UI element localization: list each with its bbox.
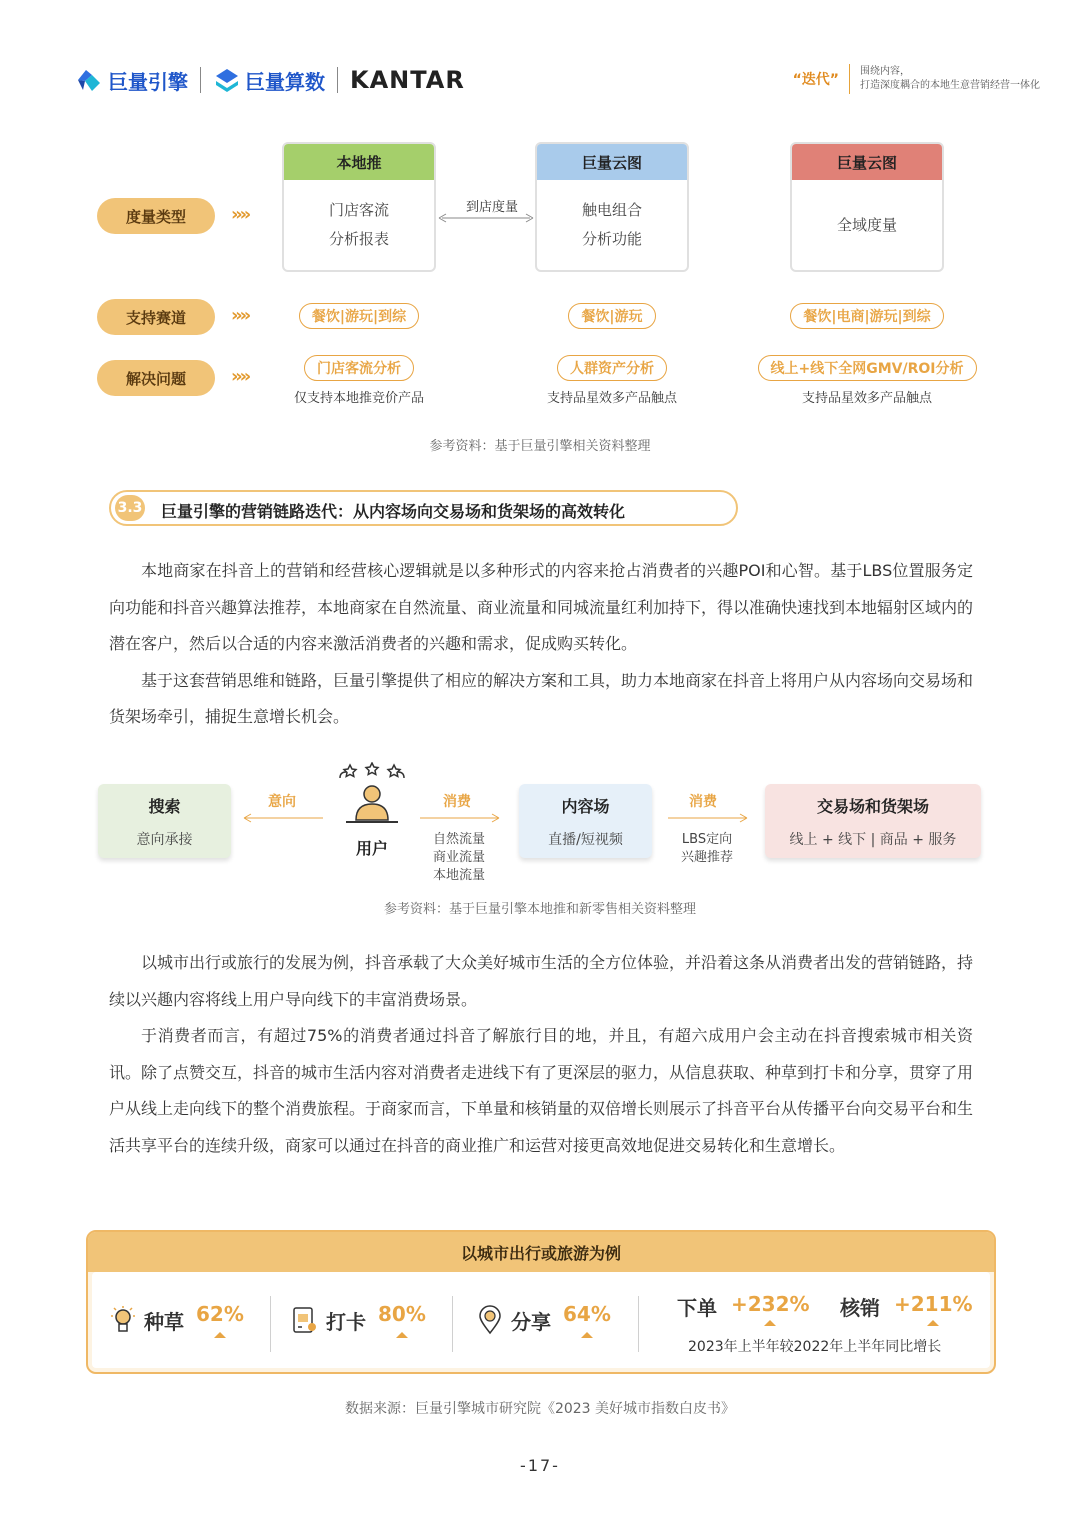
- stat-divider: [638, 1296, 639, 1352]
- row-label-problems: 解决问题: [97, 360, 215, 396]
- problem-note: 支持品星效多产品触点: [801, 391, 932, 406]
- flow-content-title: 内容场: [561, 796, 610, 816]
- flow-search-title: 搜索: [148, 796, 181, 816]
- flow-trade-sub: 线上 + 线下 | 商品 + 服务: [789, 831, 957, 848]
- stats-title: 以城市出行或旅游为例: [88, 1232, 994, 1272]
- stat-divider: [270, 1296, 271, 1352]
- header-tag: “迭代”: [792, 72, 839, 88]
- section-number: 3.3: [115, 495, 145, 521]
- double-arrow-icon: [438, 212, 534, 224]
- flow-traffic-list: [420, 831, 498, 885]
- user-with-stars-icon: [336, 762, 408, 826]
- body-text-1: [109, 553, 973, 736]
- lbs-item: 兴趣推荐: [680, 850, 733, 865]
- logo-divider: [200, 67, 201, 93]
- section-heading: [109, 490, 738, 526]
- caret-up-icon: [764, 1320, 776, 1326]
- problem-cell: [737, 355, 997, 406]
- stat-value-wrap: [894, 1292, 973, 1326]
- problem-cell: [259, 355, 459, 406]
- track-pill: 餐饮|游玩: [568, 303, 655, 329]
- kantar-logo: KANTAR: [350, 66, 465, 94]
- paragraph: 于消费者而言，有超过75%的消费者通过抖音了解旅行目的地，并且，有超六成用户会主动在抖音搜索城市相关资讯。除了点赞交互，抖音的城市生活内容对消费者走进线下有了更深层的驱力，从信息获取、种草到打卡和分享，贯穿了用户从线上走向线下的整个消费旅程。于商家而言，下单量和核销量的双倍增长则展示了抖音平台从传播平台向交易平台和生活共享平台的连续升级，商家可以通过在抖音的商业推广和运营对接更高效地促进交易转化和生意增长。: [109, 1026, 974, 1155]
- box-header: 巨量云图: [537, 144, 687, 180]
- box-local-push: [282, 142, 436, 272]
- logo2-text: 巨量算数: [245, 69, 325, 94]
- stat-value: 62%: [196, 1302, 244, 1326]
- track-pill: 餐饮|电商|游玩|到综: [790, 303, 943, 329]
- traffic-item: 本地流量: [432, 868, 485, 883]
- flow-search-sub: 意向承接: [136, 831, 193, 848]
- box-header: 本地推: [284, 144, 434, 180]
- problem-note: 支持品星效多产品触点: [546, 391, 677, 406]
- caret-up-icon: [214, 1332, 226, 1338]
- stat-compare-note: 2023年上半年较2022年上半年同比增长: [688, 1339, 942, 1355]
- arrow-left-icon: [243, 812, 325, 824]
- row-label-measure-type: 度量类型: [97, 198, 215, 234]
- stat-name: 下单: [677, 1296, 717, 1320]
- box-header: 巨量云图: [792, 144, 942, 180]
- flow-content-box: [519, 784, 652, 858]
- section-title: 巨量引擎的营销链路迭代：从内容场向交易场和货架场的高效转化: [161, 502, 626, 521]
- flow-trade-title: 交易场和货架场: [816, 796, 929, 816]
- caret-up-icon: [927, 1320, 939, 1326]
- problem-pill: 线上+线下全网GMV/ROI分析: [758, 355, 977, 381]
- stat-value-wrap: [731, 1292, 810, 1326]
- stat-value: 80%: [378, 1302, 426, 1326]
- box-yuntu-touchpoint: [535, 142, 689, 272]
- row-label-tracks: 支持赛道: [97, 299, 215, 335]
- box-line: 触电组合: [581, 201, 642, 219]
- stat-value: 64%: [563, 1302, 611, 1326]
- header-tagline: [793, 64, 1040, 94]
- traffic-item: 自然流量: [432, 832, 485, 847]
- oceanengine-logo-icon: [74, 65, 104, 95]
- page-number: -17-: [520, 1456, 560, 1475]
- data-source: 数据来源：巨量引擎城市研究院《2023 美好城市指数白皮书》: [344, 1401, 736, 1417]
- problem-pill: 人群资产分析: [557, 355, 667, 381]
- traffic-item: 商业流量: [432, 850, 485, 865]
- box-line: 分析报表: [328, 230, 389, 248]
- flow-reference: 参考资料：基于巨量引擎本地推和新零售相关资料整理: [383, 902, 696, 917]
- logo-divider: [337, 67, 338, 93]
- stats-body: [92, 1272, 990, 1368]
- stat-name: 打卡: [326, 1309, 366, 1334]
- bulb-icon: [110, 1305, 136, 1335]
- track-cell: [535, 303, 689, 329]
- flow-content-sub: 直播/短视频: [548, 831, 623, 848]
- flow-search-box: [98, 784, 231, 858]
- chevron-right-icon: »»: [231, 366, 249, 387]
- flow-user-label: 用户: [355, 839, 388, 858]
- stat-name: 分享: [511, 1309, 551, 1334]
- chevron-right-icon: »»: [231, 305, 249, 326]
- arrow-right-icon: [666, 812, 748, 824]
- stat-orders: [677, 1292, 810, 1326]
- body-text-2: [109, 945, 973, 1164]
- header-logos: [74, 62, 465, 98]
- stat-value-wrap: [196, 1302, 244, 1338]
- box-line: 分析功能: [581, 230, 642, 248]
- flow-lbs-list: [668, 831, 746, 867]
- box-body: [792, 180, 942, 270]
- tagline-line-2: 打造深度耦合的本地生意营销经营一体化: [860, 80, 1040, 91]
- caret-up-icon: [396, 1332, 408, 1338]
- caret-up-icon: [581, 1332, 593, 1338]
- chevron-right-icon: »»: [231, 204, 249, 225]
- stat-seeding: [110, 1302, 244, 1338]
- stat-checkin: [292, 1302, 426, 1338]
- problem-note: 仅支持本地推竞价产品: [293, 391, 424, 406]
- diagram1-reference: 参考资料：基于巨量引擎相关资料整理: [429, 439, 651, 454]
- stat-value-wrap: [563, 1302, 611, 1338]
- track-cell: [282, 303, 436, 329]
- header-divider: [849, 64, 850, 94]
- track-cell: [767, 303, 967, 329]
- box-yuntu-omni: [790, 142, 944, 272]
- stat-value: +232%: [731, 1292, 810, 1316]
- paragraph: 基于这套营销思维和链路，巨量引擎提供了相应的解决方案和工具，助力本地商家在抖音上将用户从内容场向交易场和货架场牵引，捕捉生意增长机会。: [109, 670, 974, 726]
- box-line: 全域度量: [836, 215, 897, 234]
- stat-value-wrap: [378, 1302, 426, 1338]
- location-icon: [477, 1305, 503, 1335]
- connector-label: 到店度量: [465, 200, 518, 215]
- oceanengine-logo: [74, 65, 188, 95]
- flow-trade-box: [765, 784, 981, 858]
- stats-panel: [86, 1230, 996, 1374]
- tagline-line-1: 围绕内容，: [860, 66, 910, 77]
- box-line: 门店客流: [328, 201, 389, 219]
- arrow-right-icon: [418, 812, 500, 824]
- box-body: [284, 180, 434, 270]
- flow-intent-label: 意向: [268, 794, 296, 810]
- stat-value: +211%: [894, 1292, 973, 1316]
- suanshu-logo-icon: [213, 66, 241, 94]
- suanshu-logo: [213, 66, 325, 95]
- paragraph: 以城市出行或旅行的发展为例，抖音承载了大众美好城市生活的全方位体验，并沿着这条从消费者出发的营销链路，持续以兴趣内容将线上用户导向线下的丰富消费场景。: [109, 953, 974, 1009]
- logo1-text: 巨量引擎: [108, 69, 188, 94]
- stat-divider: [452, 1296, 453, 1352]
- stat-name: 核销: [840, 1296, 880, 1320]
- problem-cell: [512, 355, 712, 406]
- box-body: [537, 180, 687, 270]
- flow-consume-label: 消费: [443, 794, 471, 810]
- lbs-item: LBS定向: [681, 832, 733, 847]
- paragraph: 本地商家在抖音上的营销和经营核心逻辑就是以多种形式的内容来抢占消费者的兴趣POI和心智。基于LBS位置服务定向功能和抖音兴趣算法推荐，本地商家在自然流量、商业流量和同城流量红利加持下，得以准确快速找到本地辐射区域内的潜在客户，然后以合适的内容来激活消费者的兴趣和需求，促成购买转化。: [109, 561, 974, 653]
- problem-pill: 门店客流分析: [304, 355, 414, 381]
- stat-writeoff: [840, 1292, 973, 1326]
- checkin-icon: [292, 1305, 318, 1335]
- header-tagline-text: [860, 65, 1040, 93]
- flow-consume-label: 消费: [689, 794, 717, 810]
- stat-name: 种草: [144, 1309, 184, 1334]
- stat-share: [477, 1302, 611, 1338]
- track-pill: 餐饮|游玩|到综: [299, 303, 419, 329]
